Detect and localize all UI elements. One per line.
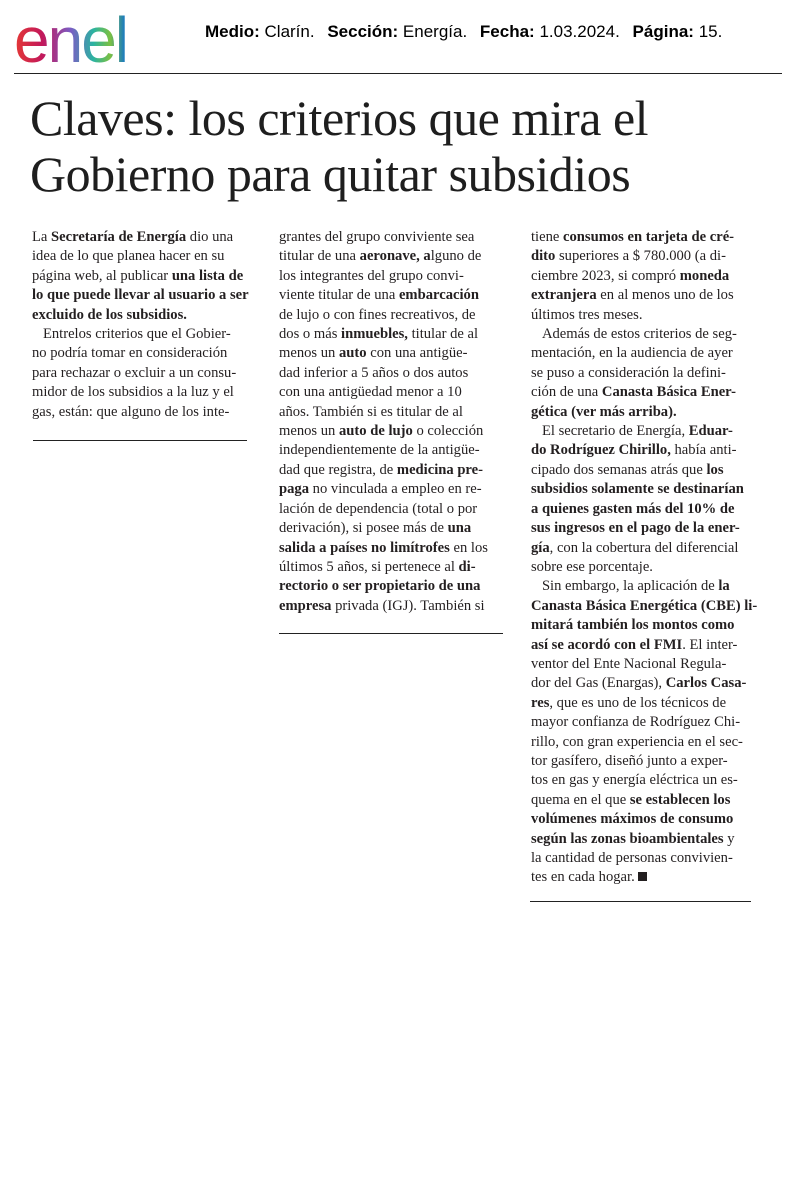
bold-text: inmuebles,: [341, 326, 408, 343]
bold-text: aeronave, a: [359, 248, 431, 265]
text-line: [531, 441, 761, 460]
column-2-end-rule: [279, 633, 503, 634]
text-run: ción de una: [531, 384, 602, 401]
text-line: [279, 480, 505, 499]
text-line: [32, 325, 260, 344]
seccion-label: Sección:: [327, 22, 399, 41]
text-run: se puso a consideración la defini-: [531, 364, 726, 381]
text-run: dad inferior a 5 años o dos autos: [279, 364, 469, 381]
bold-text: do Rodríguez Chirillo,: [531, 442, 671, 459]
bold-text: consumos en tarjeta de cré-: [563, 229, 735, 245]
text-run: titular de al: [407, 326, 479, 343]
text-run: ventor del Ente Nacional Regula-: [531, 655, 727, 672]
text-run: los integrantes del grupo convi-: [279, 267, 464, 284]
seccion-value: Energía.: [402, 22, 468, 41]
text-run: en al menos uno de los: [596, 287, 734, 304]
bold-text: volúmenes máximos de consumo: [531, 811, 734, 828]
text-run: para rechazar o excluir a un consu-: [32, 364, 237, 381]
bold-text: una: [447, 520, 472, 537]
text-run: o colección: [412, 423, 484, 440]
bold-text: sus ingresos en el pago de la ener-: [531, 520, 740, 537]
text-line: [531, 733, 761, 752]
bold-text: se establecen los: [629, 791, 731, 808]
bold-text: lo que puede llevar al usuario a ser: [32, 287, 249, 304]
text-line: [32, 306, 260, 325]
text-line: [32, 247, 260, 266]
text-line: [279, 500, 505, 519]
bold-text: a quienes gasten más del 10% de: [531, 500, 735, 517]
text-run: años. También si es titular de al: [279, 403, 463, 420]
end-of-article-mark: [638, 872, 647, 881]
text-run: ciembre 2023, si compró: [531, 267, 680, 284]
text-line: [531, 364, 761, 383]
text-run: dos o más: [279, 326, 342, 343]
text-run: independientemente de la antigüe-: [279, 442, 480, 459]
text-line: [531, 830, 761, 849]
text-line: [531, 694, 761, 713]
text-run: mentación, en la audiencia de ayer: [531, 345, 733, 362]
headline-line-2: Gobierno para quitar subsidios: [30, 146, 631, 202]
text-line: [531, 228, 761, 247]
bold-text: mitará también los montos como: [531, 617, 735, 634]
text-line: [531, 461, 761, 480]
text-line: [531, 286, 761, 305]
bold-text: así se acordó con el FMI: [531, 636, 683, 653]
fecha-label: Fecha:: [479, 22, 535, 41]
text-line: [279, 577, 505, 596]
text-run: La: [32, 229, 52, 245]
text-run: Entrelos criterios que el Gobier-: [32, 326, 231, 343]
text-line: [531, 616, 761, 635]
bold-text: según las zonas bioambientales: [531, 830, 724, 847]
text-line: [279, 422, 505, 441]
text-line: [279, 364, 505, 383]
text-line: [531, 597, 761, 616]
text-line: [279, 441, 505, 460]
text-line: [531, 655, 761, 674]
text-line: [531, 267, 761, 286]
bold-text: Canasta Básica Ener-: [601, 384, 736, 401]
fecha-value: 1.03.2024.: [539, 22, 620, 41]
text-line: [531, 849, 761, 868]
bold-text: Secretaría de Energía: [51, 229, 187, 245]
text-line: [32, 364, 260, 383]
bold-text: rectorio o ser propietario de una: [279, 578, 481, 595]
bold-text: gía: [531, 539, 550, 556]
text-run: y: [723, 830, 735, 847]
text-line: [531, 810, 761, 829]
text-run: , con la cobertura del diferencial: [549, 539, 739, 556]
text-line: [531, 344, 761, 363]
text-line: [531, 558, 761, 577]
text-run: midor de los subsidios a la luz y el: [32, 384, 234, 401]
text-line: [531, 306, 761, 325]
bold-text: paga: [279, 481, 310, 498]
bold-text: auto: [339, 345, 367, 362]
article-headline: [30, 90, 750, 202]
bold-text: moneda: [679, 267, 730, 284]
text-run: Sin embargo, la aplicación de: [531, 578, 719, 595]
text-line: [32, 403, 260, 422]
text-line: [531, 480, 761, 499]
text-run: menos un: [279, 423, 339, 440]
text-run: grantes del grupo conviviente sea: [279, 229, 475, 245]
medio-value: Clarín.: [264, 22, 315, 41]
text-line: [531, 500, 761, 519]
text-run: privada (IGJ). También si: [331, 597, 485, 614]
text-line: [279, 247, 505, 266]
text-run: la cantidad de personas convivien-: [531, 850, 733, 866]
bold-text: res: [531, 694, 550, 711]
text-run: había anti-: [670, 442, 737, 459]
text-line: [279, 306, 505, 325]
text-run: El secretario de Energía,: [531, 423, 689, 440]
text-run: mayor confianza de Rodríguez Chi-: [531, 714, 741, 731]
text-line: [279, 519, 505, 538]
text-run: no podría tomar en consideración: [32, 345, 228, 362]
logo-wordmark: enel: [14, 6, 127, 68]
pagina-value: 15.: [698, 22, 723, 41]
text-run: menos un: [279, 345, 339, 362]
text-run: tes en cada hogar.: [531, 869, 635, 886]
text-line: [279, 461, 505, 480]
text-line: [279, 325, 505, 344]
bold-text: gética (ver más arriba).: [531, 403, 677, 420]
bold-text: Carlos Casa-: [665, 675, 747, 692]
text-line: [32, 228, 260, 247]
text-line: [279, 383, 505, 402]
bold-text: empresa: [279, 597, 332, 614]
text-run: idea de lo que planea hacer en su: [32, 248, 225, 265]
text-run: tos en gas y energía eléctrica un es-: [531, 772, 738, 789]
bold-text: los: [706, 461, 724, 478]
column-3-end-rule: [530, 901, 751, 902]
text-run: tor gasífero, diseñó junto a exper-: [531, 752, 728, 769]
text-line: [279, 286, 505, 305]
text-line: [279, 267, 505, 286]
text-run: de lujo o con fines recreativos, de: [279, 306, 476, 323]
article-column-2: [279, 228, 505, 616]
text-line: [531, 519, 761, 538]
text-run: con una antigüe-: [366, 345, 468, 362]
publication-meta: [205, 22, 722, 42]
bold-text: dito: [531, 248, 556, 265]
text-line: [531, 577, 761, 596]
text-run: con una antigüedad menor a 10: [279, 384, 462, 401]
enel-logo: [14, 6, 180, 68]
bold-text: una lista de: [171, 267, 244, 284]
text-run: , que es uno de los técnicos de: [549, 694, 727, 711]
text-line: [531, 868, 761, 887]
article-column-1: [32, 228, 260, 422]
text-run: derivación), si posee más de: [279, 520, 448, 537]
text-run: superiores a $ 780.000 (a di-: [555, 248, 726, 265]
bold-text: excluido de los subsidios.: [32, 306, 187, 323]
text-run: últimos 5 años, si pertenece al: [279, 558, 459, 575]
text-run: no vinculada a empleo en re-: [309, 481, 482, 498]
text-run: lguno de: [430, 248, 482, 265]
text-run: quema en el que: [531, 791, 630, 808]
headline-line-1: Claves: los criterios que mira el: [30, 90, 649, 146]
article-column-3: [531, 228, 761, 888]
text-run: dio una: [186, 229, 234, 245]
header-divider: [14, 73, 782, 74]
text-line: [531, 636, 761, 655]
text-run: gas, están: que alguno de los inte-: [32, 403, 230, 420]
text-line: [279, 228, 505, 247]
text-line: [32, 267, 260, 286]
text-run: tiene: [531, 229, 564, 245]
text-run: últimos tres meses.: [531, 306, 643, 323]
bold-text: medicina pre-: [396, 461, 483, 478]
text-run: sobre ese porcentaje.: [531, 558, 653, 575]
text-line: [531, 771, 761, 790]
text-line: [279, 403, 505, 422]
bold-text: auto de lujo: [339, 423, 413, 440]
text-line: [531, 325, 761, 344]
bold-text: subsidios solamente se destinarían: [531, 481, 744, 498]
text-run: lación de dependencia (total o por: [279, 500, 478, 517]
text-line: [531, 752, 761, 771]
text-run: titular de una: [279, 248, 360, 265]
bold-text: extranjera: [531, 287, 597, 304]
text-run: cipado dos semanas atrás que: [531, 461, 707, 478]
bold-text: salida a países no limítrofes: [279, 539, 450, 556]
column-1-end-rule: [33, 440, 247, 441]
text-run: dor del Gas (Enargas),: [531, 675, 666, 692]
text-run: Además de estos criterios de seg-: [531, 326, 737, 343]
text-line: [531, 383, 761, 402]
bold-text: embarcación: [398, 287, 479, 304]
text-line: [531, 247, 761, 266]
bold-text: la: [718, 578, 730, 595]
bold-text: di-: [458, 558, 476, 575]
text-line: [531, 422, 761, 441]
text-run: rillo, con gran experiencia en el sec-: [531, 733, 743, 750]
text-line: [32, 344, 260, 363]
text-run: página web, al publicar: [32, 267, 172, 284]
bold-text: Eduar-: [688, 423, 733, 440]
bold-text: Canasta Básica Energética (CBE) li-: [531, 597, 758, 614]
text-line: [531, 674, 761, 693]
text-line: [531, 403, 761, 422]
pagina-label: Página:: [632, 22, 694, 41]
medio-label: Medio:: [205, 22, 260, 41]
text-line: [279, 539, 505, 558]
text-line: [531, 713, 761, 732]
text-line: [279, 558, 505, 577]
text-line: [279, 344, 505, 363]
text-line: [32, 383, 260, 402]
text-line: [32, 286, 260, 305]
text-run: . El inter-: [682, 636, 738, 653]
text-run: viente titular de una: [279, 287, 399, 304]
text-run: dad que registra, de: [279, 461, 397, 478]
text-line: [531, 791, 761, 810]
text-line: [279, 597, 505, 616]
text-line: [531, 539, 761, 558]
text-run: en los: [449, 539, 488, 556]
